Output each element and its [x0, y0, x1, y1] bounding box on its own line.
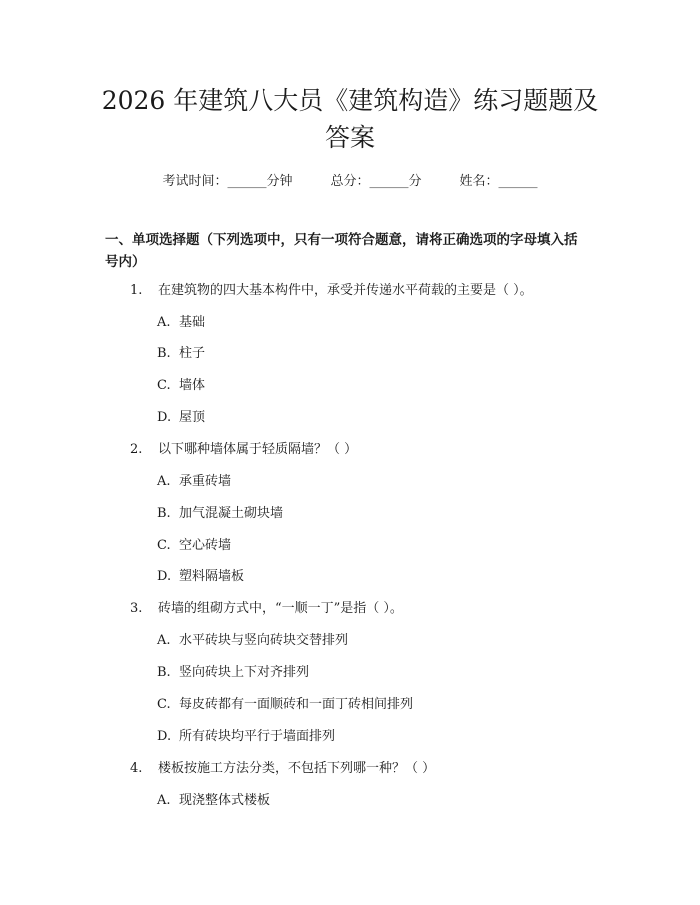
question-text: 砖墙的组砌方式中，“一顺一丁”是指（ ）。 — [158, 601, 403, 616]
question-3 — [130, 600, 403, 618]
option-text: 承重砖墙 — [179, 474, 232, 489]
option-letter: A. — [157, 793, 171, 808]
option-text: 基础 — [179, 315, 206, 330]
question-text: 楼板按施工方法分类，不包括下列哪一种？（ ） — [158, 761, 436, 776]
option-text: 水平砖块与竖向砖块交替排列 — [179, 633, 349, 648]
option-text: 所有砖块均平行于墙面排列 — [179, 729, 336, 744]
exam-time-label: 考试时间：______分钟 — [162, 174, 293, 189]
question-1-option-b — [157, 345, 205, 363]
option-letter: D. — [157, 569, 172, 584]
option-letter: A. — [157, 474, 171, 489]
option-letter: D. — [157, 729, 172, 744]
option-letter: C. — [157, 697, 171, 712]
question-4-option-a — [157, 792, 270, 810]
question-number: 1. — [130, 283, 143, 298]
name-label: 姓名：______ — [459, 174, 538, 189]
option-text: 屋顶 — [179, 410, 206, 425]
question-2-option-c — [157, 537, 231, 555]
option-text: 加气混凝土砌块墙 — [179, 506, 284, 521]
question-1-option-d — [157, 409, 205, 427]
question-2-option-a — [157, 473, 231, 491]
document-title-line-1: 2026 年建筑八大员《建筑构造》练习题题及 — [101, 86, 599, 115]
question-1 — [130, 282, 533, 300]
option-text: 每皮砖都有一面顺砖和一面丁砖相间排列 — [179, 697, 414, 712]
question-3-option-d — [157, 728, 335, 746]
option-letter: D. — [157, 410, 172, 425]
option-text: 墙体 — [179, 378, 206, 393]
option-letter: A. — [157, 315, 171, 330]
total-score-label: 总分：______分 — [330, 174, 422, 189]
question-text: 在建筑物的四大基本构件中，承受并传递水平荷载的主要是（ ）。 — [158, 283, 533, 298]
option-text: 现浇整体式楼板 — [179, 793, 271, 808]
question-1-option-c — [157, 377, 205, 395]
option-letter: B. — [157, 506, 171, 521]
question-number: 3. — [130, 601, 143, 616]
option-letter: B. — [157, 346, 171, 361]
question-4 — [130, 760, 435, 778]
question-2 — [130, 441, 357, 459]
option-text: 塑料隔墙板 — [179, 569, 245, 584]
question-3-option-c — [157, 696, 413, 714]
option-letter: C. — [157, 378, 171, 393]
exam-meta — [0, 170, 700, 189]
option-letter: C. — [157, 538, 171, 553]
question-2-option-d — [157, 568, 244, 586]
option-text: 空心砖墙 — [179, 538, 232, 553]
question-number: 4. — [130, 761, 143, 776]
question-1-option-a — [157, 314, 205, 332]
section-heading-line-2: 号内） — [105, 254, 146, 270]
question-text: 以下哪种墙体属于轻质隔墙？（ ） — [158, 442, 358, 457]
question-3-option-b — [157, 664, 309, 682]
question-number: 2. — [130, 442, 143, 457]
question-2-option-b — [157, 505, 283, 523]
option-letter: B. — [157, 665, 171, 680]
option-text: 柱子 — [179, 346, 206, 361]
option-text: 竖向砖块上下对齐排列 — [179, 665, 310, 680]
question-3-option-a — [157, 632, 348, 650]
section-heading-line-1: 一、单项选择题（下列选项中，只有一项符合题意，请将正确选项的字母填入括 — [105, 232, 578, 248]
option-letter: A. — [157, 633, 171, 648]
document-title-line-2: 答案 — [324, 123, 375, 152]
